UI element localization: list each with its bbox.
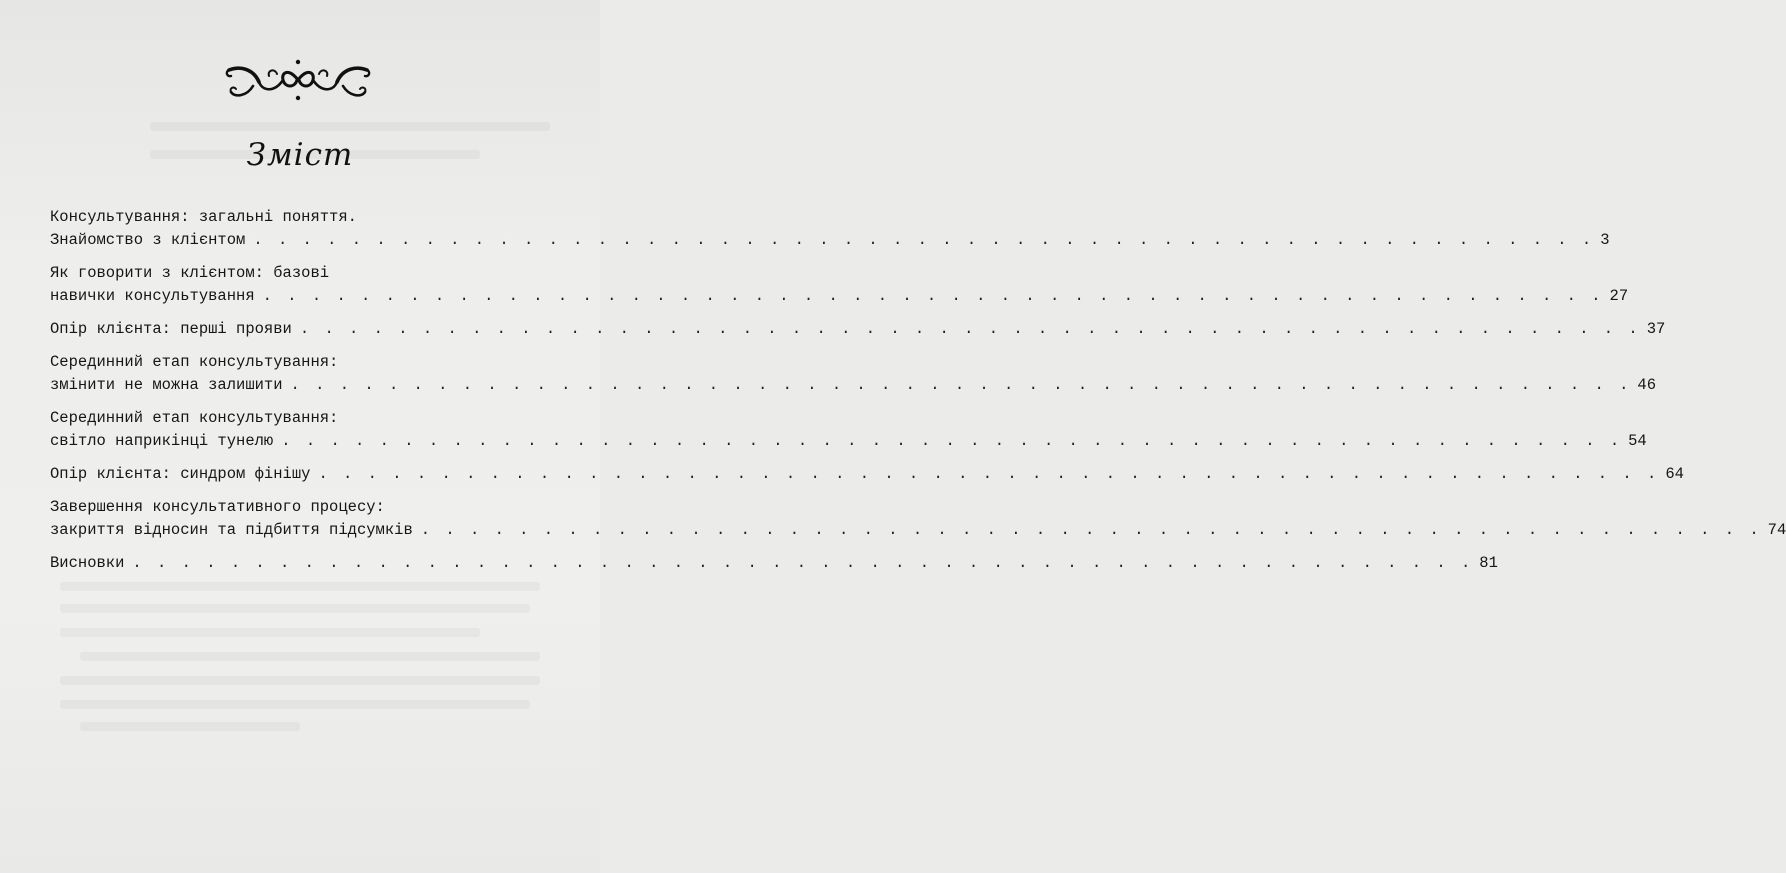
dot-leader: . . . . . . . . . . . . . . . . . . . . . . . . . . . . . . . . . . . . . . . . . . . . . . . . . . . . . . . [420,521,1762,539]
show-through-line [60,604,530,613]
show-through-line [60,676,540,685]
toc-entry[interactable] [50,206,1610,252]
decorative-scroll-ornament-icon [223,50,373,106]
toc-entry[interactable] [50,552,1498,575]
show-through-line [60,582,540,591]
toc-entry-line: Завершення консультативного процесу: [50,498,385,516]
toc-entry-line: Опір клієнта: перші прояви [50,320,292,338]
toc-entry[interactable] [50,407,1647,453]
toc-page-number: 81 [1479,554,1498,572]
show-through-line [60,628,480,637]
toc-entry-line: Серединний етап консультування: [50,353,339,371]
toc-page-number: 64 [1665,465,1684,483]
toc-entry-line: навички консультування [50,287,255,305]
show-through-line [80,722,300,731]
dot-leader: . . . . . . . . . . . . . . . . . . . . . . . . . . . . . . . . . . . . . . . . . . . . . . . . . . . . . . . [290,376,1632,394]
toc-entry-line: змінити не можна залишити [50,376,283,394]
toc-entry-line: Висновки [50,554,125,572]
toc-entry-line: Знайомство з клієнтом [50,231,246,249]
toc-page-number: 46 [1637,376,1657,394]
toc-entry-line: Консультування: загальні поняття. [50,208,357,226]
show-through-line [60,700,530,709]
toc-entry[interactable] [50,351,1657,397]
toc-page-number: 37 [1646,320,1666,338]
dot-leader: . . . . . . . . . . . . . . . . . . . . . . . . . . . . . . . . . . . . . . . . . . . . . . . . . . . . . . . [132,554,1474,572]
show-through-line [150,122,550,131]
toc-page-number: 27 [1609,287,1629,305]
dot-leader: . . . . . . . . . . . . . . . . . . . . . . . . . . . . . . . . . . . . . . . . . . . . . . . . . . . . . . . [253,231,1595,249]
toc-page-number: 74 [1767,521,1786,539]
toc-entry[interactable] [50,318,1666,341]
toc-entry-line: Серединний етап консультування: [50,409,339,427]
toc-entry-line: закриття відносин та підбиття підсумків [50,521,413,539]
show-through-line [80,652,540,661]
dot-leader: . . . . . . . . . . . . . . . . . . . . . . . . . . . . . . . . . . . . . . . . . . . . . . . . . . . . . . . [299,320,1641,338]
toc-page-number: 54 [1628,432,1647,450]
toc-entry[interactable] [50,463,1684,486]
toc-entry-line: світло наприкінці тунелю [50,432,274,450]
toc-page-number: 3 [1600,231,1610,249]
toc-entry[interactable] [50,262,1629,308]
toc-entry-line: Опір клієнта: синдром фінішу [50,465,311,483]
dot-leader: . . . . . . . . . . . . . . . . . . . . . . . . . . . . . . . . . . . . . . . . . . . . . . . . . . . . . . . [281,432,1623,450]
toc-entry[interactable] [50,496,1786,542]
dot-leader: . . . . . . . . . . . . . . . . . . . . . . . . . . . . . . . . . . . . . . . . . . . . . . . . . . . . . . . [262,287,1604,305]
toc-entry-line: Як говорити з клієнтом: базові [50,264,330,282]
page-title: Зміст [246,137,354,173]
dot-leader: . . . . . . . . . . . . . . . . . . . . . . . . . . . . . . . . . . . . . . . . . . . . . . . . . . . . . . . [318,465,1660,483]
table-of-contents [50,206,1786,575]
